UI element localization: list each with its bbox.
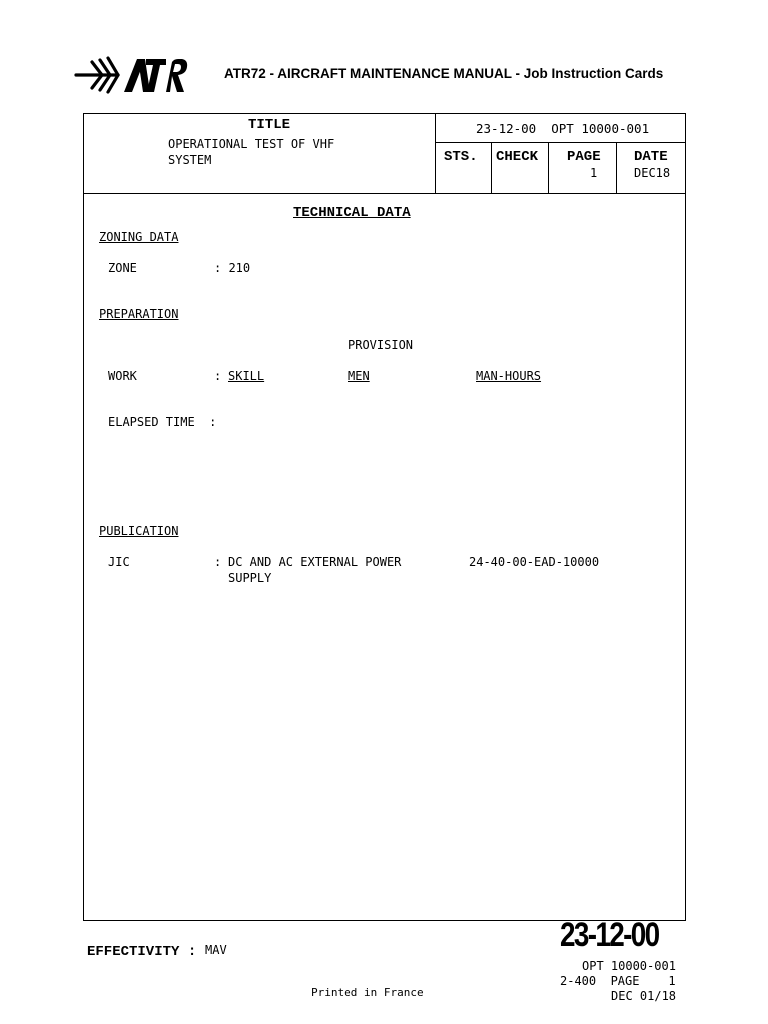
footer-date: DEC 01/18 bbox=[611, 989, 677, 1003]
work-colon: : bbox=[214, 369, 222, 383]
jic-description-line-1: DC AND AC EXTERNAL POWER bbox=[228, 555, 402, 569]
publication-heading: PUBLICATION bbox=[99, 524, 179, 538]
zone-value: : 210 bbox=[214, 261, 251, 275]
zoning-data-heading: ZONING DATA bbox=[99, 230, 179, 244]
title-line-1: OPERATIONAL TEST OF VHF bbox=[168, 137, 335, 151]
preparation-heading: PREPARATION bbox=[99, 307, 179, 321]
footer-page: 2-400 PAGE 1 bbox=[560, 974, 676, 988]
title-block-bottom-rule bbox=[83, 193, 686, 194]
skill-column: SKILL bbox=[228, 369, 265, 383]
check-label: CHECK bbox=[496, 149, 539, 165]
title-label: TITLE bbox=[248, 117, 291, 133]
jic-reference: 24-40-00-EAD-10000 bbox=[469, 555, 600, 569]
printed-in-france: Printed in France bbox=[311, 986, 424, 999]
technical-data-heading: TECHNICAL DATA bbox=[293, 205, 411, 221]
man-hours-column: MAN-HOURS bbox=[476, 369, 542, 383]
title-divider bbox=[435, 113, 436, 194]
footer-opt: OPT 10000-001 bbox=[582, 959, 676, 973]
zone-label: ZONE bbox=[108, 261, 137, 275]
jic-description-line-2: SUPPLY bbox=[228, 571, 272, 585]
date-value: DEC18 bbox=[634, 166, 671, 180]
effectivity-value: MAV bbox=[205, 943, 227, 957]
jic-colon: : bbox=[214, 555, 222, 569]
work-label: WORK bbox=[108, 369, 137, 383]
date-label: DATE bbox=[634, 149, 668, 165]
reference-row-rule bbox=[435, 142, 686, 143]
men-column: MEN bbox=[348, 369, 370, 383]
page-label: PAGE bbox=[567, 149, 601, 165]
elapsed-time-label: ELAPSED TIME : bbox=[108, 415, 217, 429]
effectivity-label: EFFECTIVITY : bbox=[87, 944, 197, 960]
jic-label: JIC bbox=[108, 555, 130, 569]
atr-logo bbox=[74, 54, 188, 96]
page-divider bbox=[616, 142, 617, 194]
sts-divider bbox=[491, 142, 492, 194]
page-value: 1 bbox=[590, 166, 598, 180]
title-line-2: SYSTEM bbox=[168, 153, 212, 167]
chapter-reference: 23-12-00 bbox=[560, 916, 659, 954]
check-divider bbox=[548, 142, 549, 194]
provision-label: PROVISION bbox=[348, 338, 414, 352]
sts-label: STS. bbox=[444, 149, 478, 165]
manual-title: ATR72 - AIRCRAFT MAINTENANCE MANUAL - Job Instruction Cards bbox=[224, 66, 664, 81]
task-reference: 23-12-00 OPT 10000-001 bbox=[476, 121, 650, 136]
